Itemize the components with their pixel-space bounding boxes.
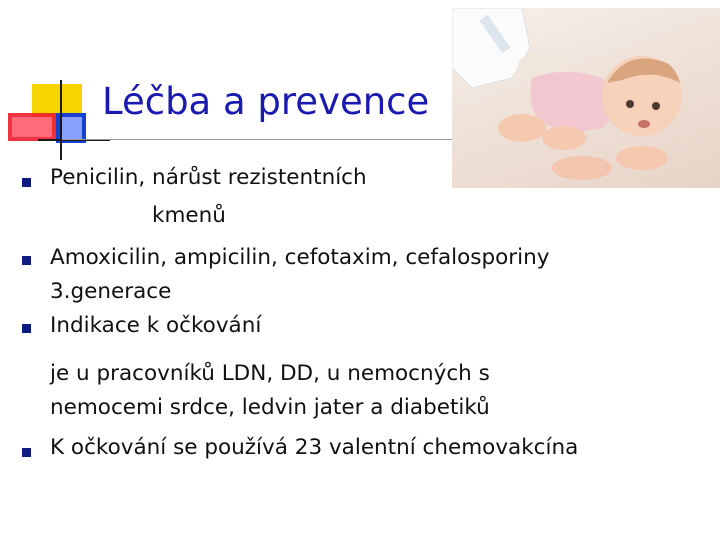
bullet-text-3-line-1: Indikace k očkování — [50, 313, 262, 338]
decor-vertical-line — [60, 80, 62, 160]
bullet-marker — [22, 448, 31, 457]
decor-red-square-inner — [12, 117, 52, 137]
bullet-text-3-line-3: nemocemi srdce, ledvin jater a diabetiků — [50, 395, 490, 420]
baby-vaccination-photo — [452, 8, 720, 188]
bullet-text-3-line-2: je u pracovníků LDN, DD, u nemocných s — [50, 361, 490, 386]
decor-blue-square-inner — [60, 117, 82, 139]
bullet-text-4-line-1: K očkování se používá 23 valentní chemovakcína — [50, 435, 579, 460]
title-underline — [62, 139, 452, 140]
slide-title: Léčba a prevence — [102, 80, 430, 123]
bullet-text-2-line-2: 3.generace — [50, 279, 172, 304]
bullet-marker — [22, 178, 31, 187]
bullet-marker — [22, 256, 31, 265]
photo-illustration — [452, 8, 720, 188]
bullet-text-1-line-2: kmenů — [152, 203, 226, 228]
bullet-text-2-line-1: Amoxicilin, ampicilin, cefotaxim, cefalosporiny — [50, 245, 550, 270]
bullet-marker — [22, 324, 31, 333]
bullet-text-1-line-1: Penicilin, nárůst rezistentních — [50, 165, 367, 190]
